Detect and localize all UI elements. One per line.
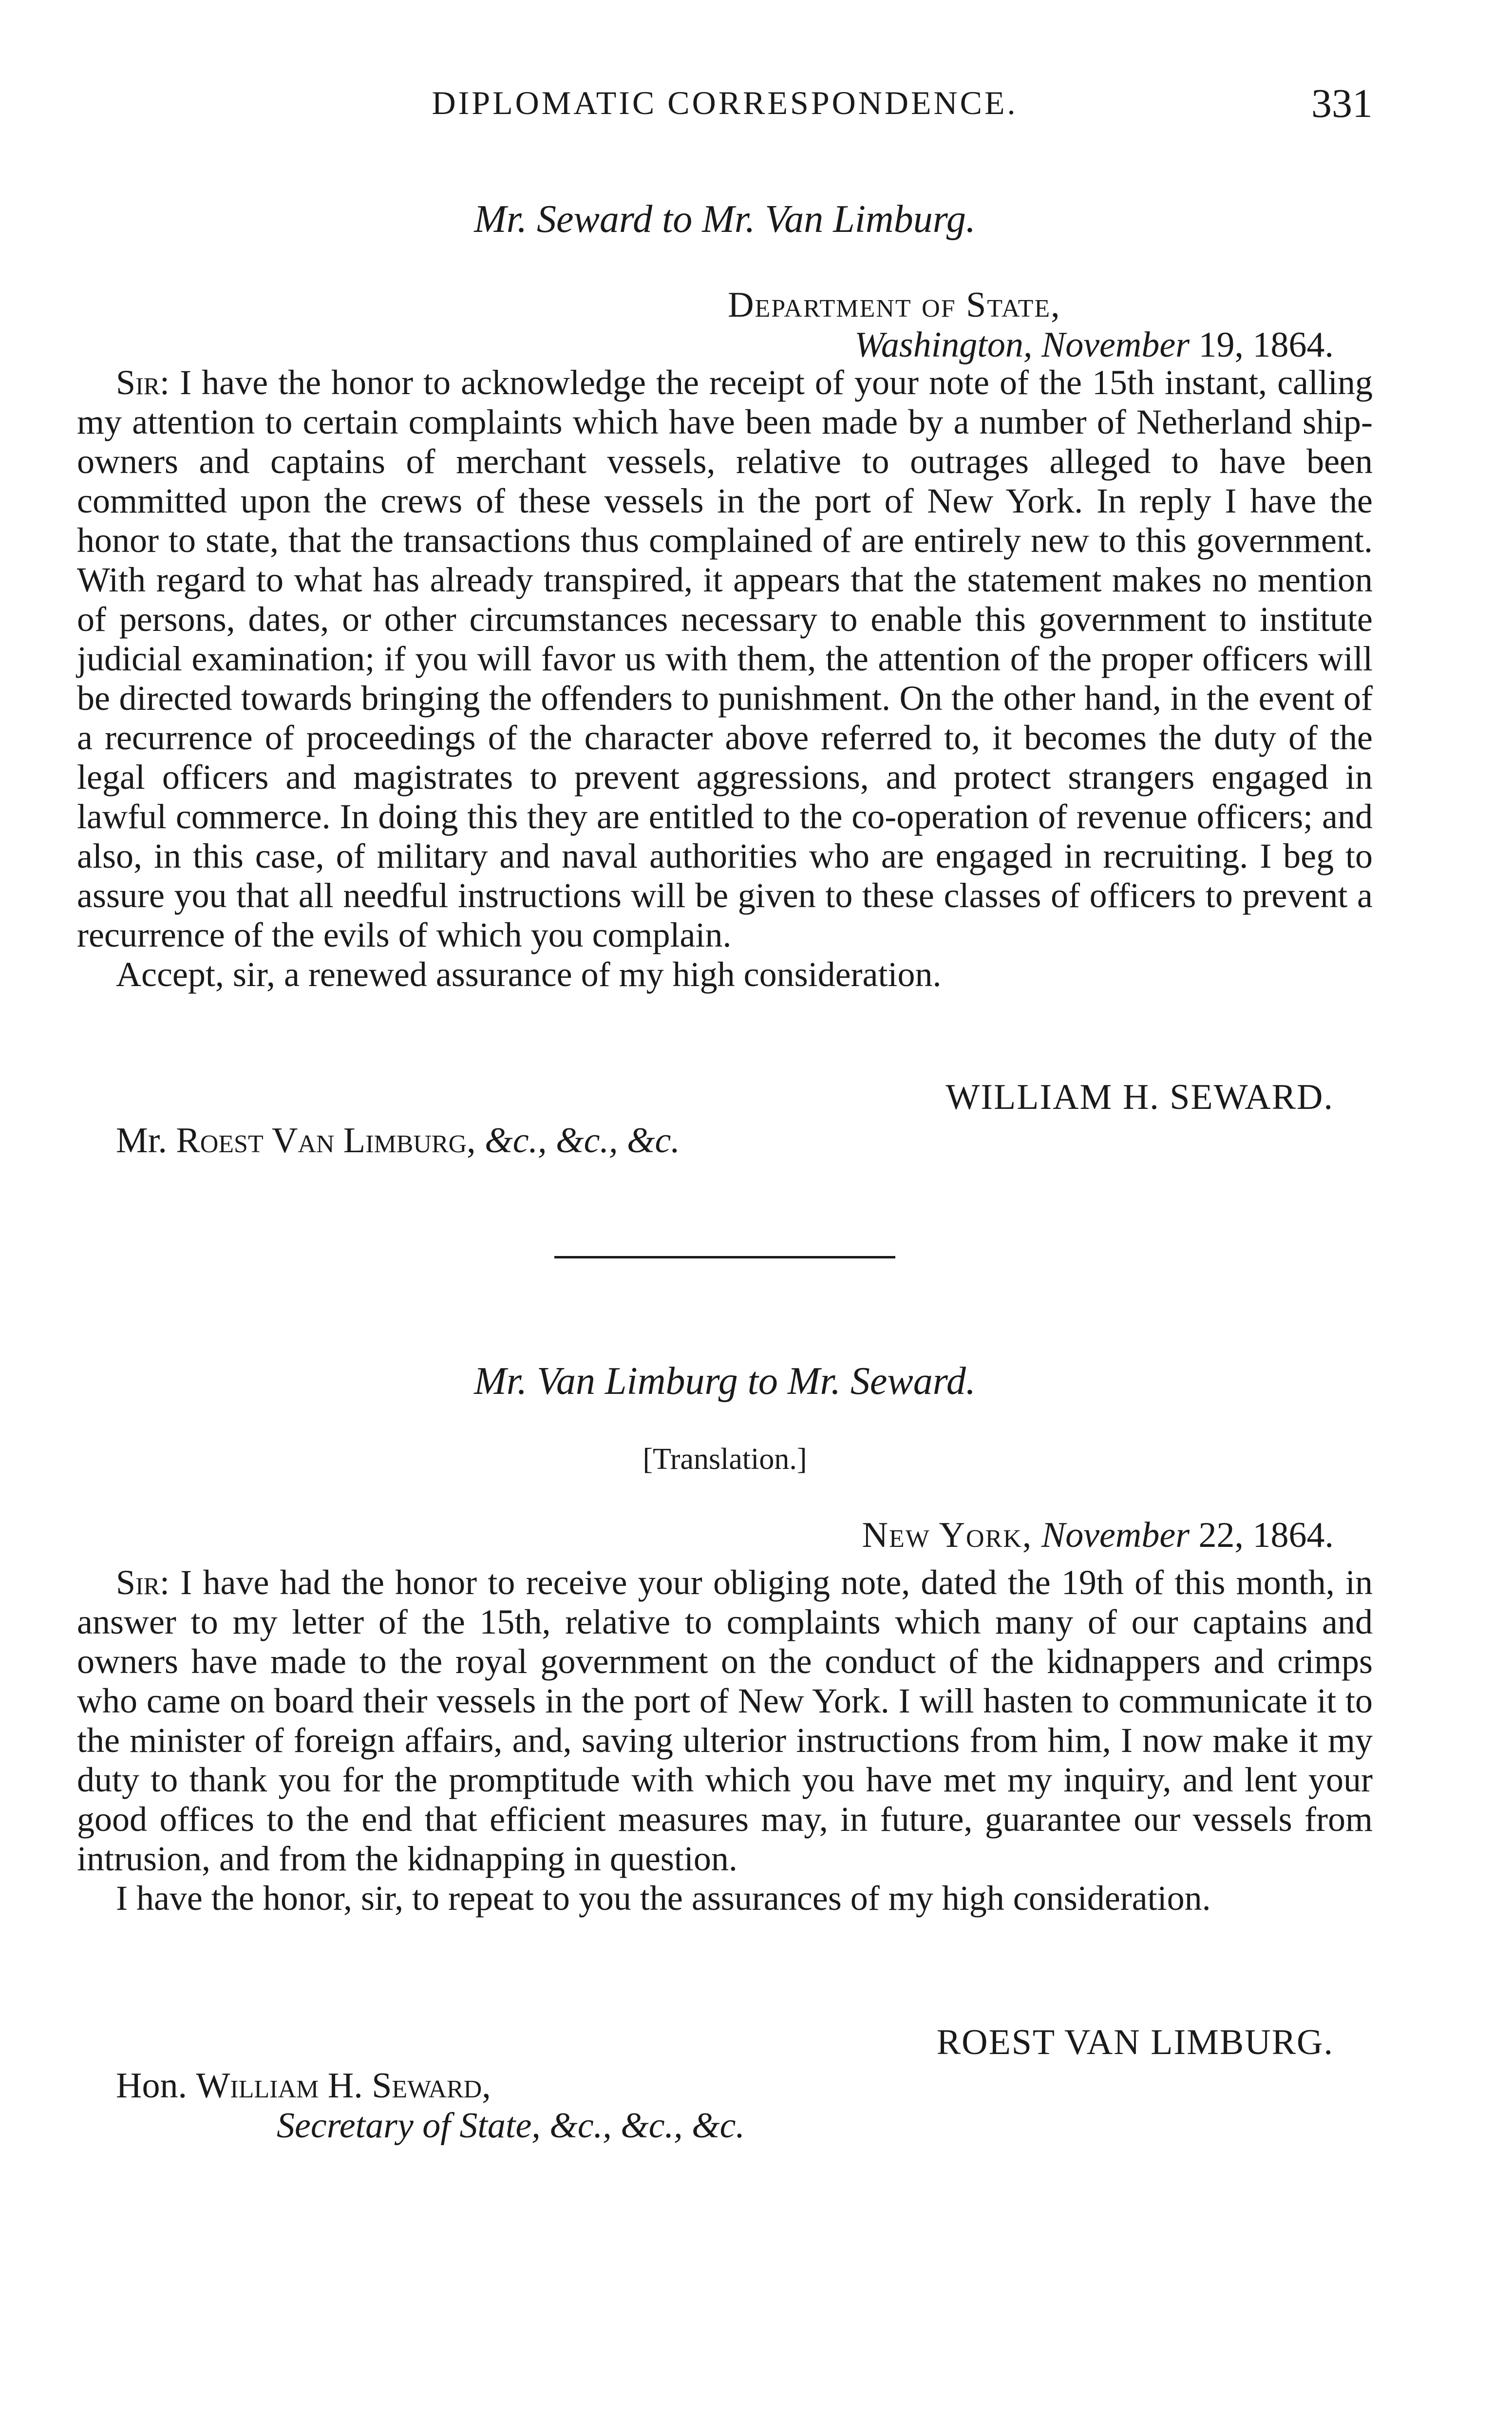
letter2-date-rest: 22, 1864. [1198, 1515, 1334, 1555]
letter1-title: Mr. Seward to Mr. Van Limburg. [474, 198, 976, 241]
letter1-addressee-suffix: &c., &c., &c. [485, 1121, 680, 1161]
letter2-dateline [862, 1515, 1334, 1555]
letter1-salutation: Sir: [116, 363, 170, 402]
letter2-date-month: November [1041, 1515, 1190, 1555]
letter1-date [728, 325, 1334, 365]
section-divider [554, 1256, 895, 1258]
letter1-signature: WILLIAM H. SEWARD. [945, 1077, 1334, 1117]
page-number: 331 [1311, 81, 1373, 126]
letter1-addressee-name: Roest Van Limburg, [176, 1121, 476, 1161]
letter1-dateline [728, 285, 1334, 365]
letter2-body: I have had the honor to receive your obliging note, dated the 19th of this month, in answer to my letter of the 15th, relative to complaints which many of our captains and owners have made to the royal government on the conduct of the kidnappers and crimps who came on board their vessels in the port of New York. I will hasten to communicate it to the minister of foreign affairs, and, saving ulterior instructions from him, I now make it my duty to thank you for the promptitude with which you have met my inquiry, and lent your good offices to the end that efficient measures may, in future, guarantee our vessels from intrusion, and from the kidnapping in question. [77, 1563, 1373, 1878]
letter1-body-block [77, 363, 1373, 994]
letter2-addressee [116, 2066, 745, 2146]
letter1-addressee [116, 1121, 680, 1161]
letter1-body: I have the honor to acknowledge the receipt of your note of the 15th instant, calling my attention to certain complaints which have been made by a number of Netherland ship-owners and captains of merchant vessels, relative to outrages alleged to have been committed upon the crews of these vessels in the port of New York. In reply I have the honor to state, that the transactions thus complained of are entirely new to this government. With regard to what has already transpired, it appears that the statement makes no mention of persons, dates, or other circumstances necessary to enable this government to institute judicial examination; if you will favor us with them, the attention of the proper officers will be directed towards bringing the offenders to punishment. On the other hand, in the event of a recurrence of proceedings of the character above referred to, it becomes the duty of the legal officers and magistrates to prevent aggressions, and protect strangers engaged in lawful commerce. In doing this they are entitled to the co-operation of revenue officers; and also, in this case, of military and naval authorities who are engaged in recruiting. I beg to assure you that all needful instructions will be given to these classes of officers to prevent a recurrence of the evils of which you complain. [77, 363, 1373, 954]
running-head: DIPLOMATIC CORRESPONDENCE. [432, 84, 1018, 121]
translation-note: [Translation.] [643, 1443, 807, 1476]
letter1-closing: Accept, sir, a renewed assurance of my high consideration. [116, 955, 942, 994]
letter1-place: Department of State, [728, 285, 1061, 325]
letter1-date-rest: 19, 1864. [1198, 325, 1334, 365]
letter2-place: New York, [862, 1515, 1033, 1555]
letter2-addressee-prefix: Hon. [116, 2066, 187, 2106]
letter2-signature: ROEST VAN LIMBURG. [936, 2022, 1334, 2062]
document-page [77, 0, 1373, 2436]
letter2-body-paragraph [77, 1563, 1373, 1879]
letter1-body-paragraph [77, 363, 1373, 955]
letter2-addressee-title: Secretary of State, &c., &c., &c. [277, 2106, 745, 2146]
letter1-date-city: Washington, [854, 325, 1033, 365]
letter2-salutation: Sir: [116, 1563, 170, 1602]
letter1-date-month: November [1041, 325, 1190, 365]
letter2-title: Mr. Van Limburg to Mr. Seward. [474, 1360, 976, 1403]
letter1-addressee-prefix: Mr. [116, 1121, 167, 1161]
letter2-addressee-name: William H. Seward, [196, 2066, 491, 2106]
letter2-closing: I have the honor, sir, to repeat to you the assurances of my high consideration. [116, 1879, 1211, 1918]
page-header [77, 81, 1373, 137]
letter2-body-block [77, 1563, 1373, 1918]
